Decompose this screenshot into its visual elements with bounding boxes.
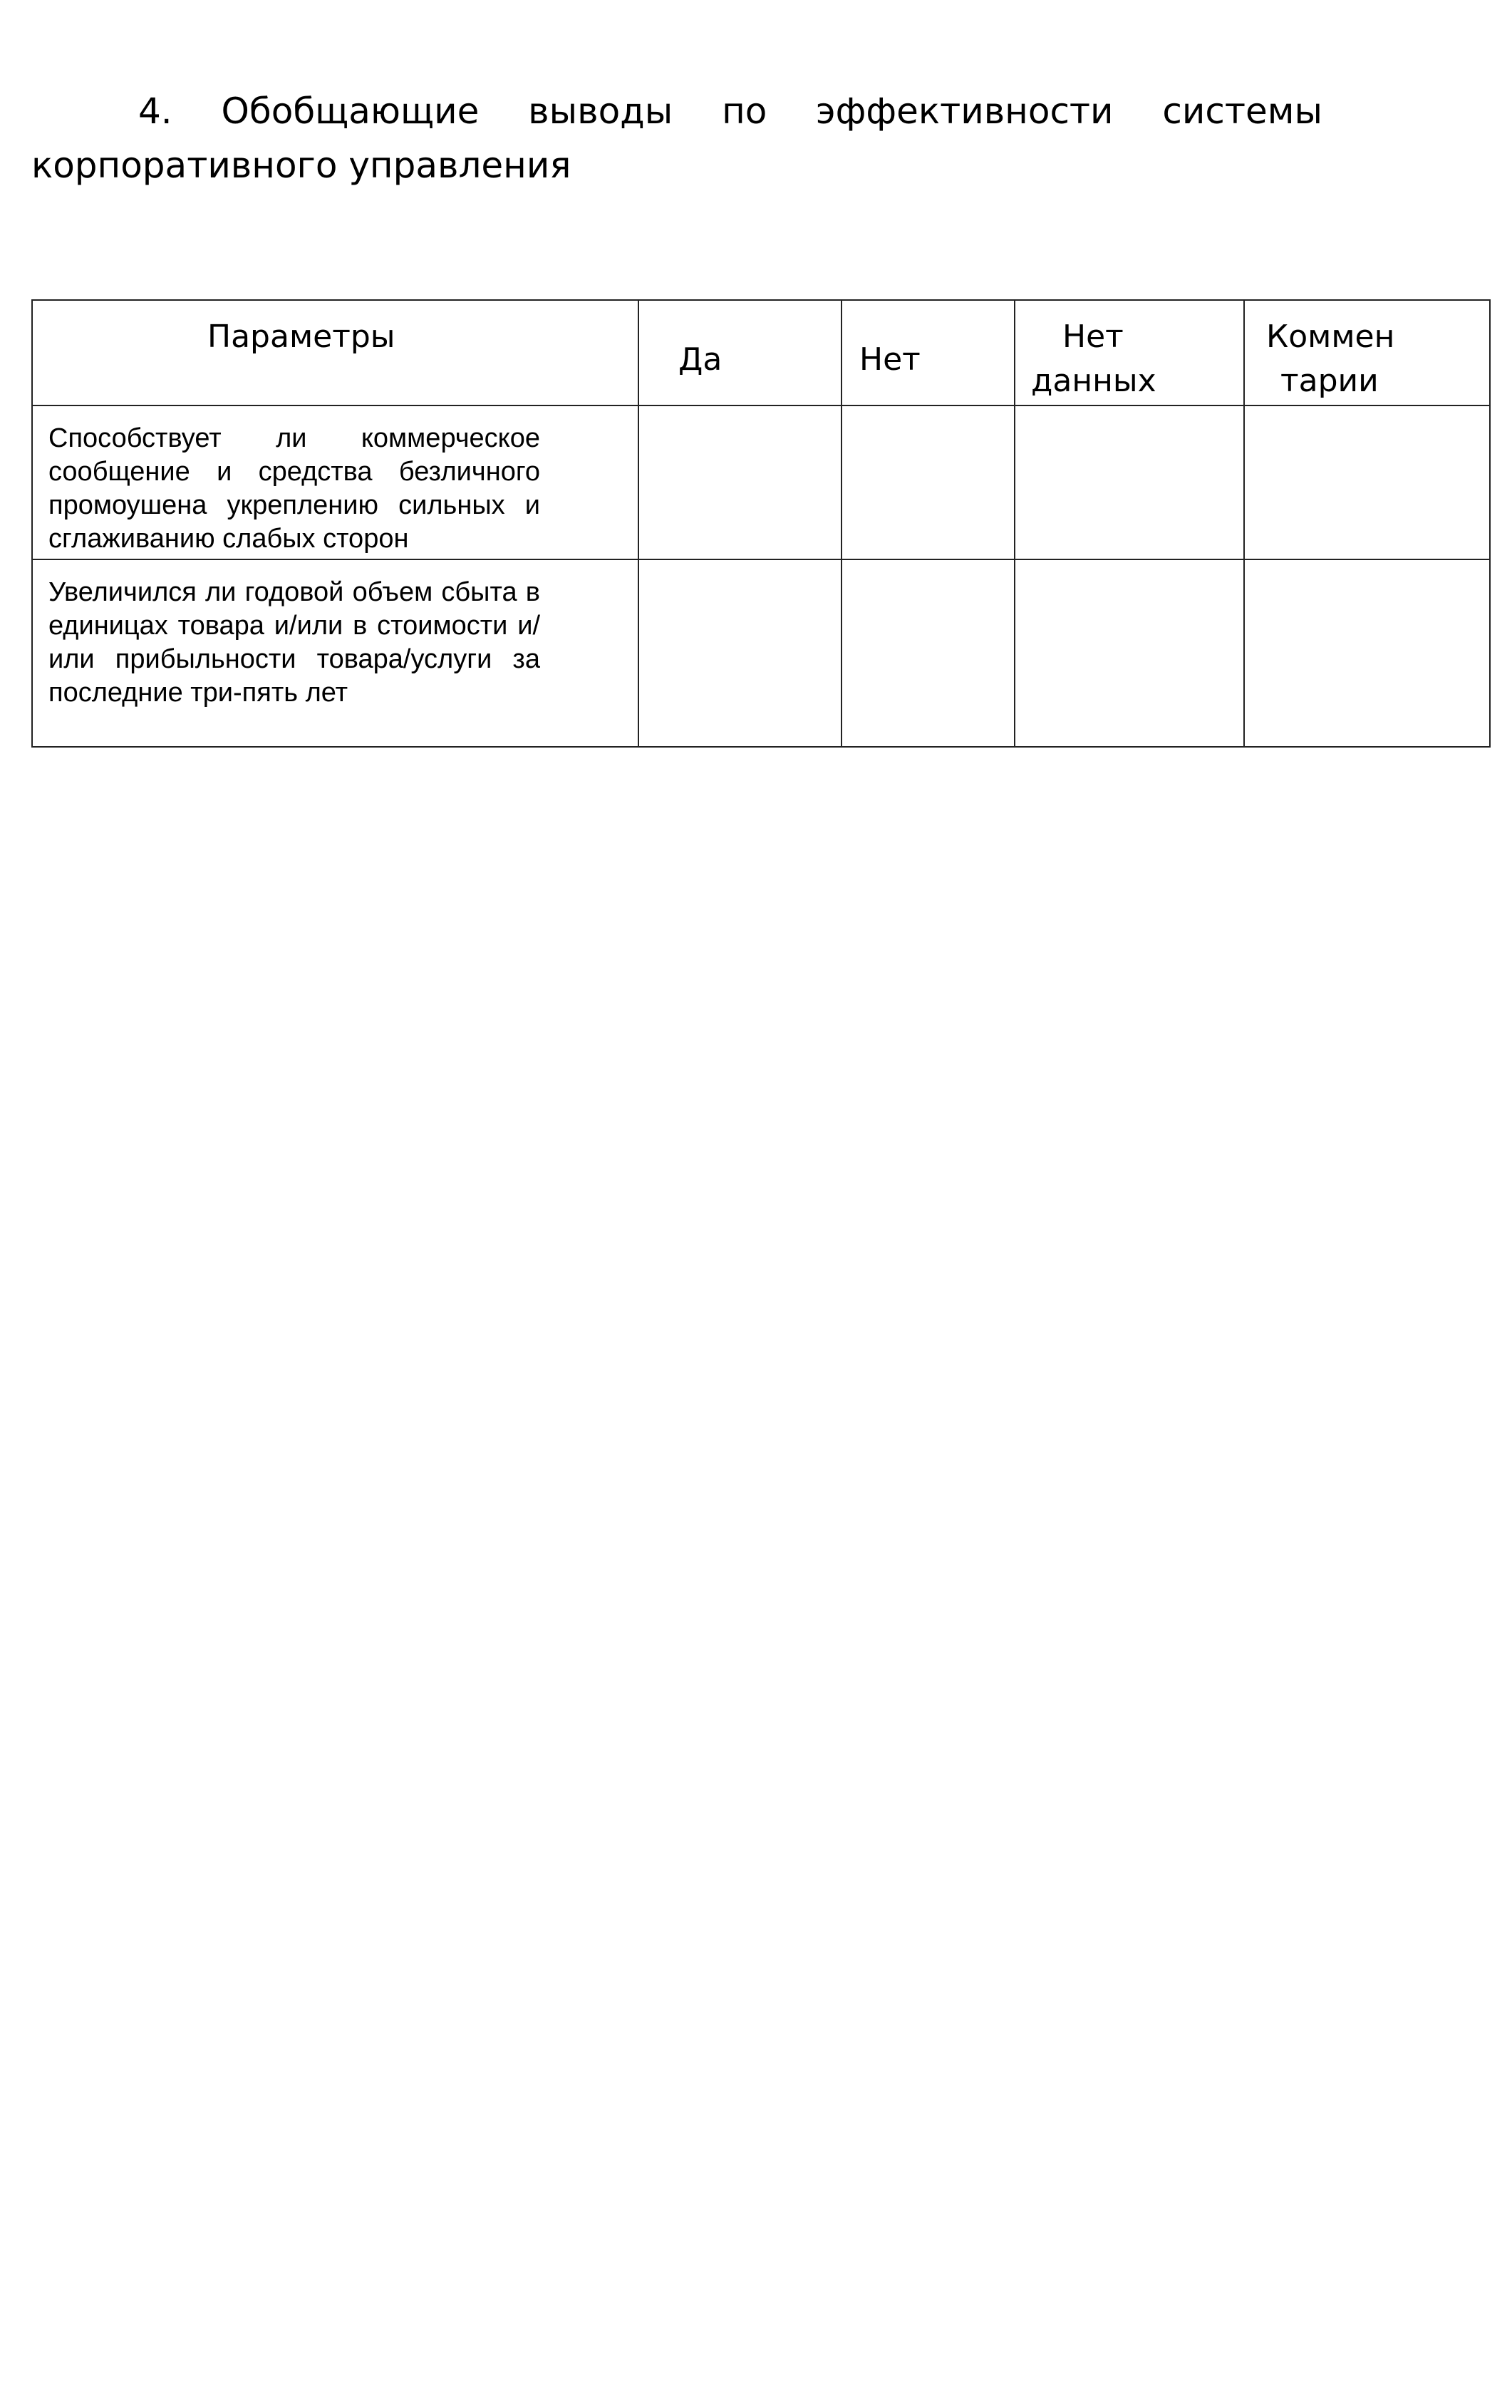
- header-yes-label: Да: [678, 341, 723, 378]
- param-text: Способствует ли коммерческое сообщение и средства безличного промоушена укреплению сильных и сглаживанию слабых сторон: [48, 423, 540, 554]
- heading-number: 4.: [138, 91, 172, 132]
- no-cell[interactable]: [842, 405, 1015, 559]
- header-no-data: [1015, 300, 1244, 405]
- comments-cell[interactable]: [1244, 559, 1490, 747]
- heading-word: выводы: [528, 91, 673, 132]
- section-heading-line1: [31, 84, 1322, 138]
- header-comments-line2: тарии: [1280, 363, 1379, 399]
- heading-word: Обобщающие: [221, 91, 480, 132]
- heading-word: по: [722, 91, 767, 132]
- header-no: [842, 300, 1015, 405]
- param-cell: [32, 559, 638, 747]
- header-params: [32, 300, 638, 405]
- header-params-label: Параметры: [207, 319, 395, 355]
- yes-cell[interactable]: [638, 405, 842, 559]
- table-header-row: [32, 300, 1490, 405]
- comments-cell[interactable]: [1244, 405, 1490, 559]
- yes-cell[interactable]: [638, 559, 842, 747]
- no-data-cell[interactable]: [1015, 405, 1244, 559]
- header-no-data-line2: данных: [1031, 363, 1156, 399]
- header-no-data-line1: Нет: [1062, 319, 1124, 355]
- header-comments: [1244, 300, 1490, 405]
- evaluation-table: [31, 299, 1491, 748]
- section-heading: [31, 84, 1322, 192]
- section-heading-line2: корпоративного управления: [31, 145, 571, 186]
- heading-word: эффективности: [816, 91, 1114, 132]
- table-row: [32, 559, 1490, 747]
- header-comments-line1: Коммен: [1266, 319, 1395, 355]
- no-data-cell[interactable]: [1015, 559, 1244, 747]
- table-row: [32, 405, 1490, 559]
- header-yes: [638, 300, 842, 405]
- no-cell[interactable]: [842, 559, 1015, 747]
- heading-word: системы: [1162, 91, 1322, 132]
- header-no-label: Нет: [859, 341, 921, 378]
- param-cell: [32, 405, 638, 559]
- param-text: Увеличился ли годовой объем сбыта в единицах товара и/или в стоимости и/или прибыльности товара/услуги за последние три-пять лет: [48, 577, 540, 708]
